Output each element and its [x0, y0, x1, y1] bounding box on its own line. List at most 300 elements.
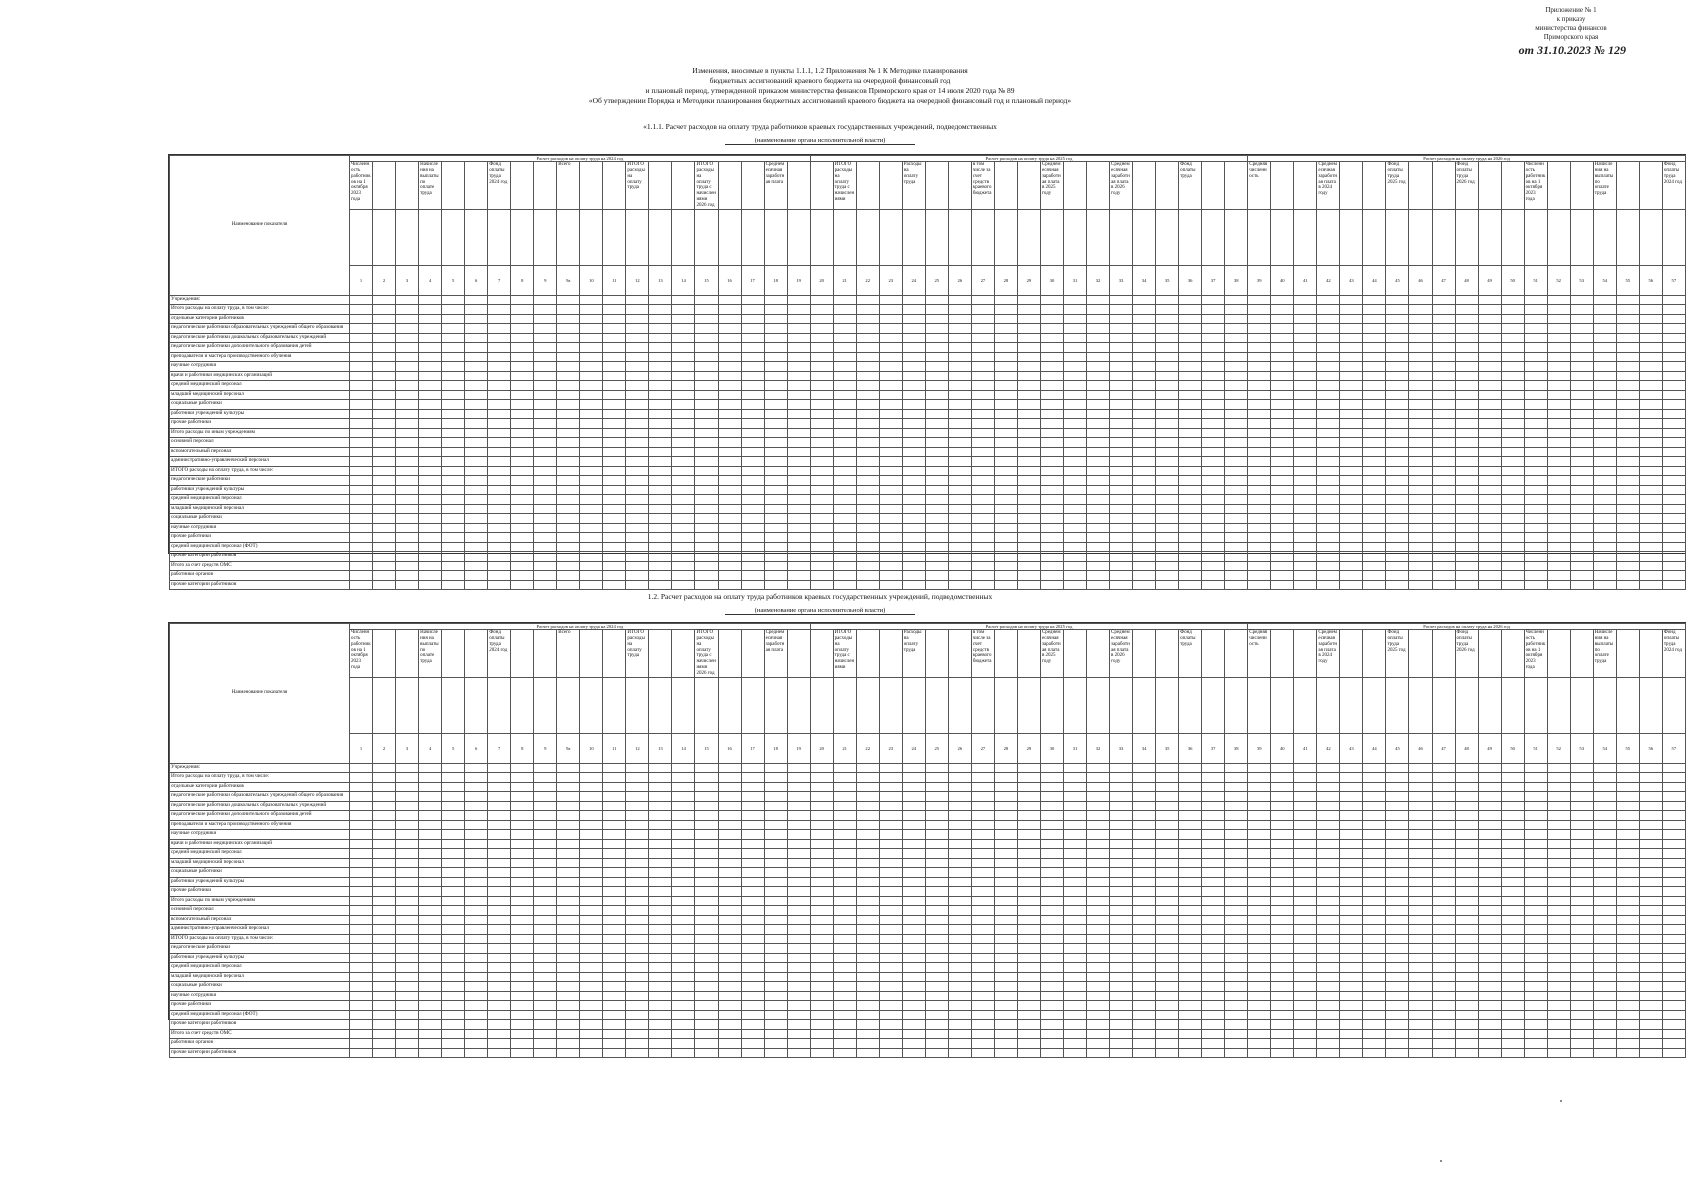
table-cell: [1017, 934, 1040, 944]
table-cell: [1340, 782, 1363, 792]
table-cell: [419, 906, 442, 916]
row-label: педагогические работники образовательных учреждений общего образования: [170, 324, 350, 334]
table-cell: [557, 447, 580, 457]
table-cell: [1225, 362, 1248, 372]
table-cell: [1570, 333, 1593, 343]
table-cell: [603, 542, 626, 552]
subheader-cell: [511, 209, 534, 265]
table-cell: [1225, 485, 1248, 495]
table-cell: [1248, 476, 1271, 486]
table-cell: [396, 390, 419, 400]
table-cell: [350, 523, 373, 533]
table-cell: [787, 849, 810, 859]
table-cell: [1133, 504, 1156, 514]
table-cell: [488, 763, 511, 773]
subheader-cell: [534, 677, 557, 733]
table-row: [170, 1029, 1686, 1039]
table-cell: [1133, 934, 1156, 944]
table-cell: [764, 925, 787, 935]
table-cell: [1409, 896, 1432, 906]
table-cell: [465, 504, 488, 514]
table-cell: [534, 858, 557, 868]
table-cell: [764, 362, 787, 372]
row-label: Итого расходы на оплату труда, в том числе:: [170, 305, 350, 315]
table-cell: [1087, 504, 1110, 514]
subheader-cell: [1317, 677, 1340, 733]
table-cell: [373, 295, 396, 305]
table-cell: [1409, 991, 1432, 1001]
table-cell: [1593, 991, 1616, 1001]
table-cell: [810, 295, 833, 305]
table-cell: [1087, 476, 1110, 486]
table-cell: [1616, 801, 1639, 811]
table-cell: [1593, 792, 1616, 802]
table-cell: [1156, 801, 1179, 811]
table-cell: [1156, 390, 1179, 400]
table-cell: [511, 485, 534, 495]
table-cell: [1225, 830, 1248, 840]
table-cell: [718, 1029, 741, 1039]
column-header: [948, 630, 971, 677]
table-cell: [1110, 561, 1133, 571]
row-label: прочие категории работников: [170, 552, 350, 562]
table-cell: [534, 362, 557, 372]
subheader-cell: [1087, 209, 1110, 265]
table-cell: [879, 457, 902, 467]
table-cell: [787, 390, 810, 400]
table-cell: [879, 580, 902, 590]
table-cell: [925, 877, 948, 887]
table-cell: [442, 868, 465, 878]
table-cell: [1271, 811, 1294, 821]
column-header: Фонд оплаты труда 2026 год: [1455, 630, 1478, 677]
table-cell: [810, 991, 833, 1001]
table-cell: [1294, 571, 1317, 581]
table-cell: [695, 792, 718, 802]
table-cell: [511, 352, 534, 362]
table-cell: [580, 839, 603, 849]
table-cell: [511, 944, 534, 954]
table-cell: [948, 849, 971, 859]
table-cell: [1386, 792, 1409, 802]
table-cell: [534, 887, 557, 897]
table-cell: [1616, 371, 1639, 381]
table-cell: [1409, 514, 1432, 524]
table-cell: [672, 820, 695, 830]
table-cell: [1501, 801, 1524, 811]
table-cell: [787, 1039, 810, 1049]
subheader-cell: [419, 677, 442, 733]
table-cell: [833, 476, 856, 486]
table-cell: [1662, 1001, 1685, 1011]
table-cell: [1386, 504, 1409, 514]
table-row: [170, 868, 1686, 878]
table-cell: [902, 963, 925, 973]
table-cell: [1524, 915, 1547, 925]
table-cell: [1662, 782, 1685, 792]
table-cell: [856, 963, 879, 973]
table-cell: [511, 811, 534, 821]
table-cell: [1156, 438, 1179, 448]
table-cell: [1063, 352, 1086, 362]
column-number: 7: [488, 265, 511, 295]
table-cell: [603, 343, 626, 353]
table-cell: [810, 343, 833, 353]
table-cell: [396, 963, 419, 973]
table-cell: [764, 868, 787, 878]
table-cell: [557, 333, 580, 343]
column-header: Фонд оплаты труда 2025 год: [1386, 630, 1409, 677]
table-cell: [1294, 801, 1317, 811]
table-cell: [1501, 1048, 1524, 1058]
table-cell: [879, 352, 902, 362]
table-cell: [488, 381, 511, 391]
table-cell: [350, 868, 373, 878]
table-cell: [1248, 447, 1271, 457]
table-cell: [1386, 514, 1409, 524]
table-cell: [649, 523, 672, 533]
table-cell: [764, 991, 787, 1001]
table-cell: [1087, 466, 1110, 476]
column-number: 27: [971, 733, 994, 763]
table-cell: [534, 371, 557, 381]
table-cell: [994, 371, 1017, 381]
table-cell: [1478, 1048, 1501, 1058]
table-cell: [488, 792, 511, 802]
table-cell: [626, 561, 649, 571]
table-cell: [994, 934, 1017, 944]
table-cell: [1271, 868, 1294, 878]
table-cell: [1156, 533, 1179, 543]
subheader-cell: [695, 209, 718, 265]
table-cell: [1271, 343, 1294, 353]
table-cell: [1340, 580, 1363, 590]
table-cell: [1478, 409, 1501, 419]
table-cell: [1317, 982, 1340, 992]
column-number: 20: [810, 733, 833, 763]
table-cell: [1478, 343, 1501, 353]
column-number: 53: [1570, 733, 1593, 763]
table-cell: [396, 504, 419, 514]
table-cell: [1110, 381, 1133, 391]
table-cell: [1455, 352, 1478, 362]
table-cell: [557, 906, 580, 916]
table-cell: [902, 324, 925, 334]
table-cell: [856, 371, 879, 381]
table-cell: [1340, 419, 1363, 429]
row-label: Итого расходы по иным учреждениям: [170, 896, 350, 906]
column-header: [1156, 630, 1179, 677]
table-cell: [442, 580, 465, 590]
column-number: 16: [718, 265, 741, 295]
table-cell: [649, 868, 672, 878]
table-cell: [1432, 371, 1455, 381]
table-cell: [1340, 514, 1363, 524]
column-header: [1478, 162, 1501, 209]
table-cell: [1501, 438, 1524, 448]
table-cell: [465, 314, 488, 324]
table-cell: [1017, 400, 1040, 410]
table-cell: [1616, 324, 1639, 334]
table-cell: [1570, 953, 1593, 963]
table-cell: [350, 314, 373, 324]
table-cell: [672, 849, 695, 859]
table-row: [170, 533, 1686, 543]
table-cell: [1593, 428, 1616, 438]
title-line: Изменения, вносимые в пункты 1.1.1, 1.2 Приложения № 1 К Методике планирования: [692, 66, 968, 75]
table-cell: [350, 963, 373, 973]
table-cell: [1570, 972, 1593, 982]
table-cell: [1593, 305, 1616, 315]
table-cell: [787, 858, 810, 868]
table-cell: [1363, 934, 1386, 944]
table-cell: [557, 438, 580, 448]
table-cell: [557, 495, 580, 505]
table-cell: [925, 400, 948, 410]
table-cell: [1110, 773, 1133, 783]
table-cell: [833, 504, 856, 514]
table-cell: [1639, 362, 1662, 372]
column-number: 34: [1133, 733, 1156, 763]
table-cell: [511, 343, 534, 353]
table-cell: [1133, 896, 1156, 906]
row-label: работники органов: [170, 1039, 350, 1049]
subheader-cell: [557, 209, 580, 265]
table-cell: [534, 314, 557, 324]
column-number: 9: [534, 733, 557, 763]
table-cell: [626, 495, 649, 505]
table-cell: [1386, 523, 1409, 533]
table-cell: [488, 858, 511, 868]
column-header: [741, 162, 764, 209]
table-cell: [649, 552, 672, 562]
table-cell: [1317, 782, 1340, 792]
table-cell: [810, 542, 833, 552]
table-cell: [1017, 915, 1040, 925]
table-cell: [925, 792, 948, 802]
table-cell: [557, 352, 580, 362]
table-cell: [1017, 571, 1040, 581]
table-cell: [1202, 476, 1225, 486]
table-cell: [1040, 419, 1063, 429]
table-cell: [603, 896, 626, 906]
table-cell: [1432, 362, 1455, 372]
table-cell: [902, 466, 925, 476]
subheader-cell: [1087, 677, 1110, 733]
table-cell: [787, 476, 810, 486]
table-cell: [373, 371, 396, 381]
table-cell: [603, 371, 626, 381]
table-cell: [764, 811, 787, 821]
table-cell: [534, 801, 557, 811]
table-cell: [971, 561, 994, 571]
table-cell: [1363, 485, 1386, 495]
column-number: 38: [1225, 733, 1248, 763]
table-cell: [1593, 1010, 1616, 1020]
table-cell: [350, 419, 373, 429]
table-cell: [350, 773, 373, 783]
subheader-cell: [1524, 677, 1547, 733]
table-cell: [1340, 362, 1363, 372]
table-cell: [994, 390, 1017, 400]
subheader-cell: [1017, 209, 1040, 265]
table-cell: [1662, 495, 1685, 505]
table-cell: [1409, 485, 1432, 495]
table-cell: [1017, 561, 1040, 571]
table-cell: [1363, 763, 1386, 773]
table-cell: [1455, 485, 1478, 495]
table-cell: [1317, 485, 1340, 495]
table-cell: [1202, 305, 1225, 315]
table-cell: [695, 925, 718, 935]
table-cell: [1179, 533, 1202, 543]
table-cell: [1110, 400, 1133, 410]
table-cell: [1340, 466, 1363, 476]
table-cell: [1063, 801, 1086, 811]
table-cell: [971, 447, 994, 457]
table-cell: [1478, 485, 1501, 495]
row-label: основной персонал: [170, 906, 350, 916]
table-cell: [1363, 333, 1386, 343]
table-cell: [902, 944, 925, 954]
table-row: [170, 390, 1686, 400]
table-cell: [557, 571, 580, 581]
table-cell: [718, 991, 741, 1001]
table-cell: [1271, 333, 1294, 343]
table-cell: [1317, 314, 1340, 324]
table-cell: [1662, 561, 1685, 571]
table-cell: [1478, 495, 1501, 505]
table-cell: [649, 991, 672, 1001]
table-cell: [626, 419, 649, 429]
table-cell: [1040, 314, 1063, 324]
table-cell: [902, 438, 925, 448]
table-cell: [971, 849, 994, 859]
table-cell: [1133, 906, 1156, 916]
table-cell: [1317, 1048, 1340, 1058]
table-cell: [1432, 400, 1455, 410]
table-cell: [672, 305, 695, 315]
table-cell: [1547, 295, 1570, 305]
table-cell: [1524, 849, 1547, 859]
table-cell: [718, 362, 741, 372]
table-cell: [419, 343, 442, 353]
table-cell: [902, 982, 925, 992]
table-cell: [1501, 830, 1524, 840]
subheader-cell: [1294, 677, 1317, 733]
table-cell: [396, 533, 419, 543]
table-cell: [1340, 801, 1363, 811]
table-cell: [396, 485, 419, 495]
table-cell: [787, 533, 810, 543]
table-cell: [1294, 782, 1317, 792]
table-cell: [925, 849, 948, 859]
table-cell: [1271, 495, 1294, 505]
row-label: Учреждения:: [170, 763, 350, 773]
table-cell: [1432, 314, 1455, 324]
table-cell: [396, 295, 419, 305]
table-cell: [1087, 915, 1110, 925]
table-cell: [1386, 877, 1409, 887]
table-cell: [1063, 295, 1086, 305]
table-cell: [1386, 868, 1409, 878]
table-cell: [442, 305, 465, 315]
column-number: 18: [764, 733, 787, 763]
table-cell: [419, 1039, 442, 1049]
table-cell: [442, 419, 465, 429]
table-cell: [1087, 982, 1110, 992]
table-cell: [925, 476, 948, 486]
table-cell: [1570, 830, 1593, 840]
row-label: прочие работники: [170, 887, 350, 897]
stamp-line: Приморского края: [1543, 33, 1599, 41]
table-cell: [603, 561, 626, 571]
row-label: Итого за счет средств ОМС: [170, 561, 350, 571]
table-cell: [1248, 485, 1271, 495]
table-cell: [810, 839, 833, 849]
table-cell: [971, 533, 994, 543]
table-cell: [442, 1029, 465, 1039]
table-cell: [1063, 438, 1086, 448]
table-cell: [1639, 991, 1662, 1001]
table-cell: [833, 438, 856, 448]
table-cell: [695, 400, 718, 410]
table-cell: [810, 523, 833, 533]
table-row: [170, 514, 1686, 524]
table-cell: [695, 580, 718, 590]
table-cell: [1547, 305, 1570, 315]
table-cell: [373, 533, 396, 543]
table-cell: [1063, 792, 1086, 802]
table-cell: [1040, 792, 1063, 802]
table-cell: [396, 523, 419, 533]
table-cell: [465, 991, 488, 1001]
table-cell: [925, 324, 948, 334]
table-cell: [1133, 801, 1156, 811]
column-header: Среднемесячная заработная плата в 2026 году: [1110, 162, 1133, 209]
table-cell: [1110, 982, 1133, 992]
table-cell: [833, 314, 856, 324]
table-cell: [396, 849, 419, 859]
table-cell: [1340, 571, 1363, 581]
column-number: 25: [925, 733, 948, 763]
table-cell: [948, 324, 971, 334]
table-cell: [373, 877, 396, 887]
table-cell: [1110, 1001, 1133, 1011]
table-cell: [1662, 830, 1685, 840]
column-number: 1: [350, 733, 373, 763]
table-cell: [1570, 773, 1593, 783]
table-cell: [1087, 400, 1110, 410]
table-cell: [879, 438, 902, 448]
table-cell: [1616, 352, 1639, 362]
table-cell: [879, 466, 902, 476]
table-cell: [833, 1039, 856, 1049]
table-cell: [1593, 295, 1616, 305]
table-cell: [833, 830, 856, 840]
column-number: 4: [419, 265, 442, 295]
table-cell: [580, 504, 603, 514]
table-cell: [511, 915, 534, 925]
table-cell: [1639, 400, 1662, 410]
table-cell: [1593, 820, 1616, 830]
column-number: 37: [1202, 733, 1225, 763]
table-cell: [1340, 811, 1363, 821]
table-cell: [1501, 906, 1524, 916]
subheader-cell: [1639, 677, 1662, 733]
table-cell: [465, 1001, 488, 1011]
table-cell: [1616, 428, 1639, 438]
